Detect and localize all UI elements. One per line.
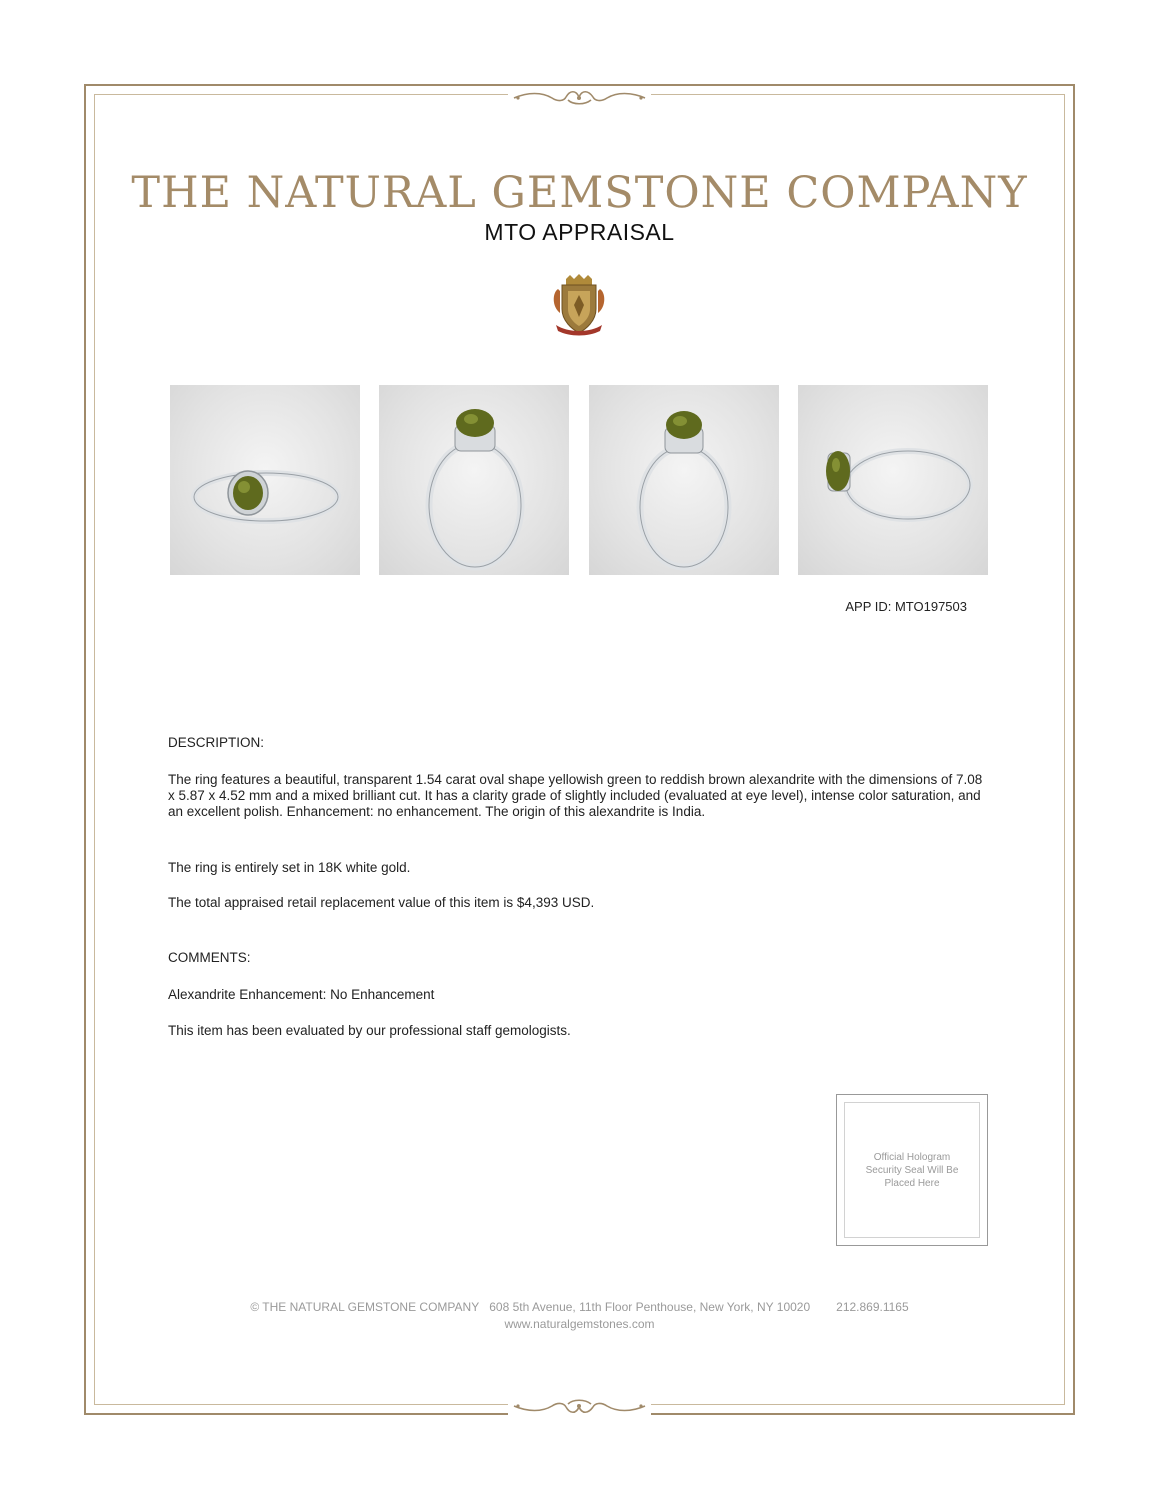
- description-label: DESCRIPTION:: [168, 735, 265, 750]
- ring-photo-3: [589, 385, 779, 575]
- document-type: MTO APPRAISAL: [484, 219, 675, 245]
- scroll-ornament-icon: [508, 88, 651, 108]
- hologram-seal-text: Official Hologram Security Seal Will Be Placed Here: [865, 1151, 959, 1189]
- value-paragraph: The total appraised retail replacement value of this item is $4,393 USD.: [168, 895, 595, 910]
- enhancement-comment: Alexandrite Enhancement: No Enhancement: [168, 987, 435, 1002]
- hologram-seal-inner: [844, 1102, 980, 1238]
- footer-address-line: [0, 1300, 1159, 1314]
- hologram-seal-placeholder: [836, 1094, 988, 1246]
- ring-photo-2: [379, 385, 569, 575]
- footer-copyright: © THE NATURAL GEMSTONE COMPANY: [250, 1300, 480, 1314]
- company-name: THE NATURAL GEMSTONE COMPANY: [131, 168, 1028, 218]
- metal-paragraph: The ring is entirely set in 18K white gold.: [168, 860, 411, 875]
- evaluation-comment: This item has been evaluated by our professional staff gemologists.: [168, 1023, 571, 1038]
- footer-phone: 212.869.1165: [836, 1300, 909, 1314]
- scroll-ornament-icon: [508, 1396, 651, 1416]
- footer-website: www.naturalgemstones.com: [504, 1317, 655, 1331]
- ring-photo-4: [798, 385, 988, 575]
- company-crest-icon: [548, 273, 610, 337]
- comments-label: COMMENTS:: [168, 950, 251, 965]
- appraisal-id: APP ID: MTO197503: [845, 599, 967, 614]
- ring-photo-1: [170, 385, 360, 575]
- footer-address: 608 5th Avenue, 11th Floor Penthouse, New York, NY 10020: [489, 1300, 811, 1314]
- description-paragraph: The ring features a beautiful, transparent 1.54 carat oval shape yellowish green to reddish brown alexandrite with the dimensions of 7.08 x 5.87 x 4.52 mm and a mixed brilliant cut. It has a clarity grade of slightly included (evaluated at eye level), intense color saturation, and an excellent polish. Enhancement: no enhancement. The origin of this alexandrite is India.: [168, 772, 983, 819]
